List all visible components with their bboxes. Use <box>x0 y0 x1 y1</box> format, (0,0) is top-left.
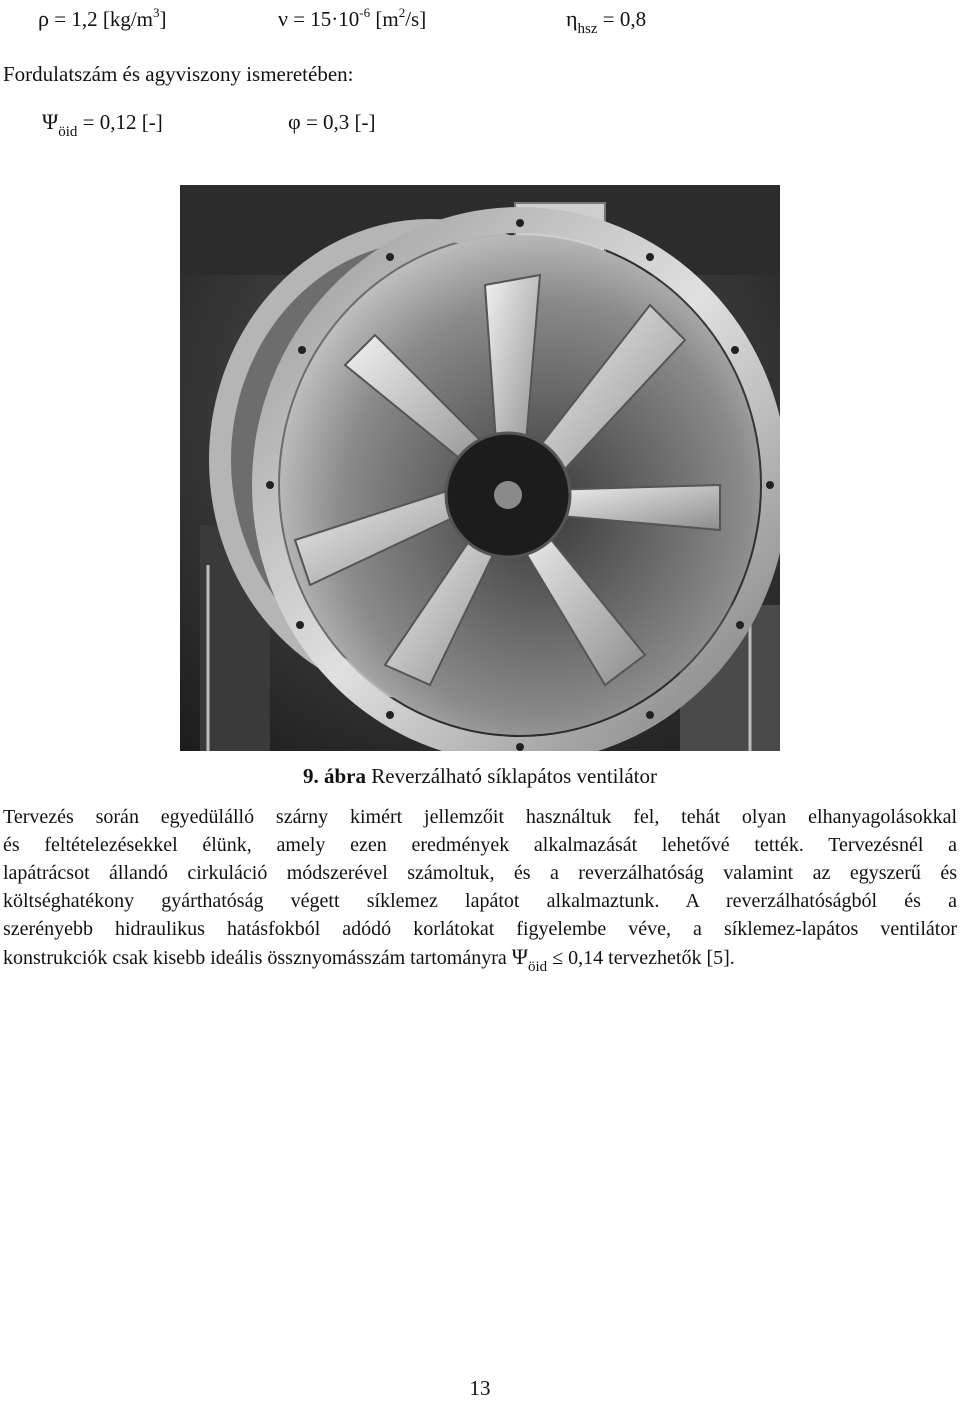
psi-unit: [-] <box>141 110 163 134</box>
paragraph-line: Tervezés során egyedülálló szárny kimért jellemzőit használtuk fel, tehát olyan elhanyagolásokkal <box>3 806 957 828</box>
nu-exponent: -6 <box>359 5 371 20</box>
param-phi <box>288 110 376 134</box>
psi-symbol: Ψ <box>42 109 59 134</box>
rho-close: ] <box>159 7 167 31</box>
paragraph-line: és feltételezésekkel élünk, amely ezen eredmények alkalmazását lehetővé tették. Tervezésnél a <box>3 834 957 856</box>
psi-value: = 0,12 <box>82 110 137 134</box>
last-line-relation: ≤ 0,14 <box>547 947 604 969</box>
nu-unit-open: [m <box>370 7 399 31</box>
param-psi <box>42 109 163 140</box>
param-nu <box>278 7 426 31</box>
caption-text: Reverzálható síklapátos ventilátor <box>366 764 657 788</box>
eta-subscript: hsz <box>577 21 598 37</box>
rho-symbol: ρ <box>38 6 49 31</box>
paragraph-line: lapátrácsot állandó cirkuláció módszerével számoltuk, és a reverzálhatóság valamint az egyszerű és <box>3 862 957 884</box>
last-line-after: tervezhetők [5]. <box>603 947 735 969</box>
eta-value: = 0,8 <box>602 7 647 31</box>
last-line-before: konstrukciók csak kisebb ideális össznyomásszám tartományra <box>3 947 512 969</box>
page-number: 13 <box>469 1376 491 1400</box>
body-paragraph <box>3 803 957 975</box>
nu-unit-exponent: 2 <box>398 5 406 20</box>
phi-value: = 0,3 <box>305 110 350 134</box>
figure-caption <box>0 764 960 789</box>
rho-value: = 1,2 [kg/m <box>54 7 153 31</box>
paragraph-line: költséghatékony gyárthatóság végett síklemez lapátot alkalmaztunk. A reverzálhatóságból és a <box>3 890 957 912</box>
param-eta <box>566 6 647 37</box>
nu-value: = 15·10 <box>293 7 360 31</box>
caption-number: 9. ábra <box>303 764 366 788</box>
nu-unit-close: /s] <box>405 7 427 31</box>
last-line-psi-subscript: öid <box>528 959 548 975</box>
nu-symbol: ν <box>278 6 288 31</box>
rho-exponent: 3 <box>153 5 160 20</box>
last-line-psi-symbol: Ψ <box>511 944 529 969</box>
paragraph-last-line <box>3 943 957 975</box>
phi-symbol: φ <box>288 109 301 134</box>
eta-symbol: η <box>566 6 578 31</box>
phi-unit: [-] <box>354 110 376 134</box>
paragraph-line: szerényebb hidraulikus hatásfokból adódó korlátokat figyelembe véve, a síklemez-lapátos ventilátor <box>3 918 957 940</box>
param-rho <box>38 7 167 31</box>
intro-line: Fordulatszám és agyviszony ismeretében: <box>3 62 354 86</box>
fan-photo <box>180 185 780 751</box>
psi-subscript: öid <box>58 124 78 140</box>
